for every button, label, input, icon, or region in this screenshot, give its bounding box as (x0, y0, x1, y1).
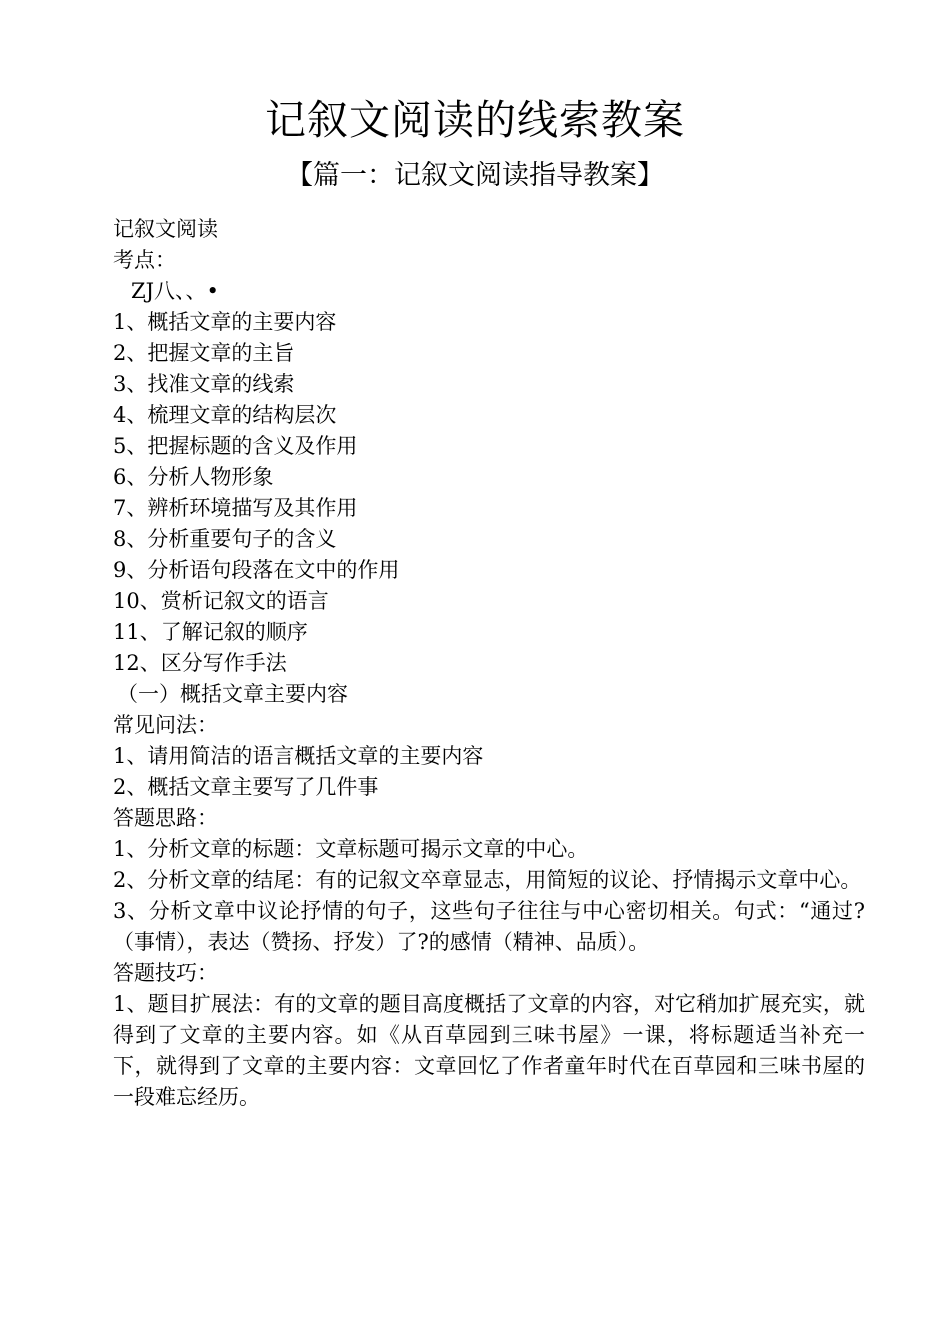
list-item: 3、找准文章的线索 (113, 372, 295, 396)
list-item: 2、把握文章的主旨 (113, 341, 295, 365)
list-item: 2、概括文章主要写了几件事 (113, 775, 379, 799)
document-subtitle: 【篇一：记叙文阅读指导教案】 (286, 160, 664, 191)
list-item: 4、梳理文章的结构层次 (113, 403, 337, 427)
list-item: 10、赏析记叙文的语言 (113, 589, 329, 613)
list-item: 11、了解记叙的顺序 (113, 620, 308, 644)
paragraph: 3、分析文章中议论抒情的句子，这些句子往往与中心密切相关。句式：“通过?（事情），表达（赞扬、抒发）了?的感情（精神、品质）。 (113, 899, 865, 954)
paragraph: 2、分析文章的结尾：有的记叙文卒章显志，用简短的议论、抒情揭示文章中心。 (113, 868, 862, 892)
text-line: 考点： (113, 248, 176, 272)
list-item: 8、分析重要句子的含义 (113, 527, 337, 551)
text-line: 答题技巧： (113, 961, 218, 985)
section-heading: （一）概括文章主要内容 (117, 682, 348, 706)
list-item: 9、分析语句段落在文中的作用 (113, 558, 400, 582)
text-line: ZJ八、、• (131, 279, 219, 303)
list-item: 7、辨析环境描写及其作用 (113, 496, 358, 520)
list-item: 5、把握标题的含义及作用 (113, 434, 358, 458)
list-item: 12、区分写作手法 (113, 651, 287, 675)
document-body (113, 214, 865, 1113)
document-title: 记叙文阅读的线索教案 (265, 96, 685, 144)
text-line: 记叙文阅读 (113, 217, 218, 241)
list-item: 1、分析文章的标题：文章标题可揭示文章的中心。 (113, 837, 589, 861)
list-item: 1、概括文章的主要内容 (113, 310, 337, 334)
text-line: 答题思路： (113, 806, 218, 830)
list-item: 6、分析人物形象 (113, 465, 274, 489)
paragraph: 1、题目扩展法：有的文章的题目高度概括了文章的内容，对它稍加扩展充实，就得到了文章的主要内容。如《从百草园到三味书屋》一课，将标题适当补充一下，就得到了文章的主要内容：文章回忆了作者童年时代在百草园和三味书屋的一段难忘经历。 (113, 992, 865, 1109)
list-item: 1、请用简洁的语言概括文章的主要内容 (113, 744, 484, 768)
text-line: 常见问法： (113, 713, 218, 737)
